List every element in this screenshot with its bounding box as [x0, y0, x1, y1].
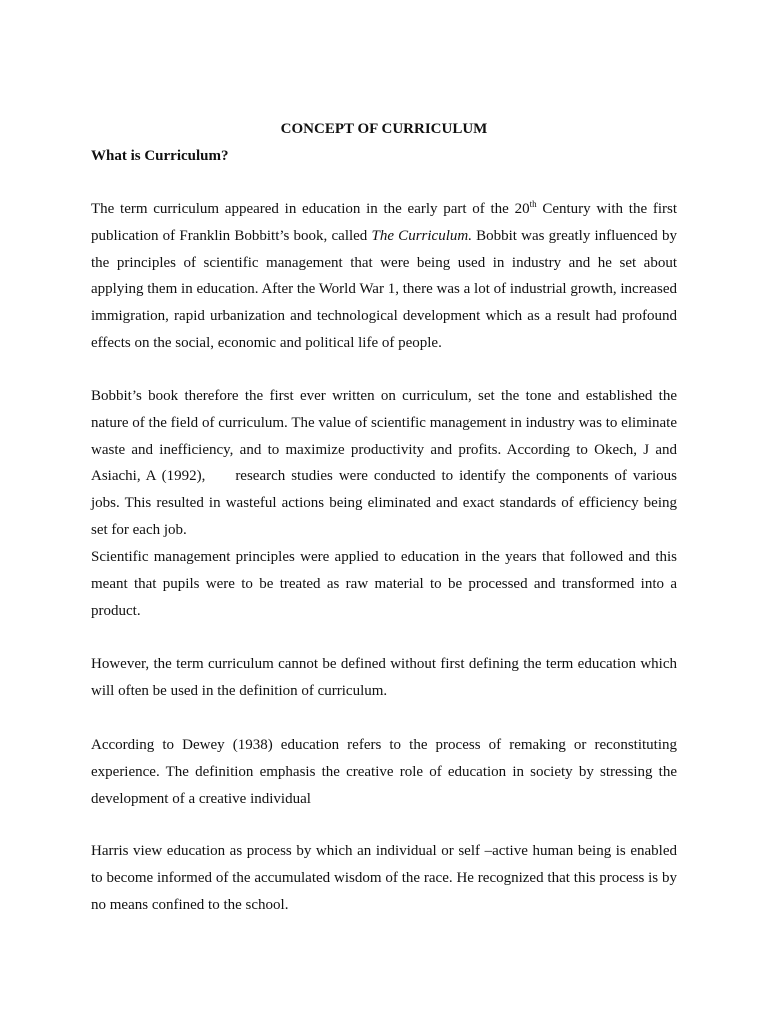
- paragraph-1-text-a: The term curriculum appeared in education in the early part of the 20: [91, 201, 530, 217]
- paragraph-5: According to Dewey (1938) education refers to the process of remaking or reconstituting experience. The definition emphasis the creative role of education in society by stressing the development of a creative individual: [91, 737, 677, 807]
- paragraph-3: Scientific management principles were applied to education in the years that followed and this meant that pupils were to be treated as raw material to be processed and transformed into a product.: [91, 549, 677, 619]
- paragraph-6: Harris view education as process by which an individual or self –active human being is enabled to become informed of the accumulated wisdom of the race. He recognized that this process is by no means confined to the school.: [91, 843, 677, 913]
- paragraph-4: However, the term curriculum cannot be defined without first defining the term education which will often be used in the definition of curriculum.: [91, 656, 677, 699]
- superscript-th: th: [529, 199, 537, 209]
- paragraph-1-text-b: Century with the first publication of Franklin Bobbitt’s book, called: [91, 201, 677, 244]
- paragraph-1-text-c: Bobbit was greatly influenced by the principles of scientific management that were being used in industry and he set about applying them in education. After the World War 1, there was a lot of industrial growth, increased immigration, rapid urbanization and technological development which as a result had profound effects on the social, economic and political life of people.: [91, 227, 677, 351]
- document-page: [91, 0, 677, 1024]
- section-heading: What is Curriculum?: [91, 148, 229, 164]
- paragraph-2-text-a: Bobbit’s book therefore the first ever written on curriculum, set the tone and established the nature of the field of curriculum. The value of scientific management in industry was to eliminate waste and inefficiency, and to maximize productivity and profits. According to Okech, J and Asiachi, A (1992),: [91, 388, 677, 485]
- paragraph-2: [91, 383, 677, 544]
- page-title: CONCEPT OF CURRICULUM: [280, 121, 488, 137]
- paragraph-1: [91, 196, 677, 357]
- book-title: The Curriculum.: [371, 227, 472, 244]
- paragraph-2-text-b: research studies were conducted to identify the components of various jobs. This resulted in wasteful actions being eliminated and exact standards of efficiency being set for each job.: [91, 468, 677, 538]
